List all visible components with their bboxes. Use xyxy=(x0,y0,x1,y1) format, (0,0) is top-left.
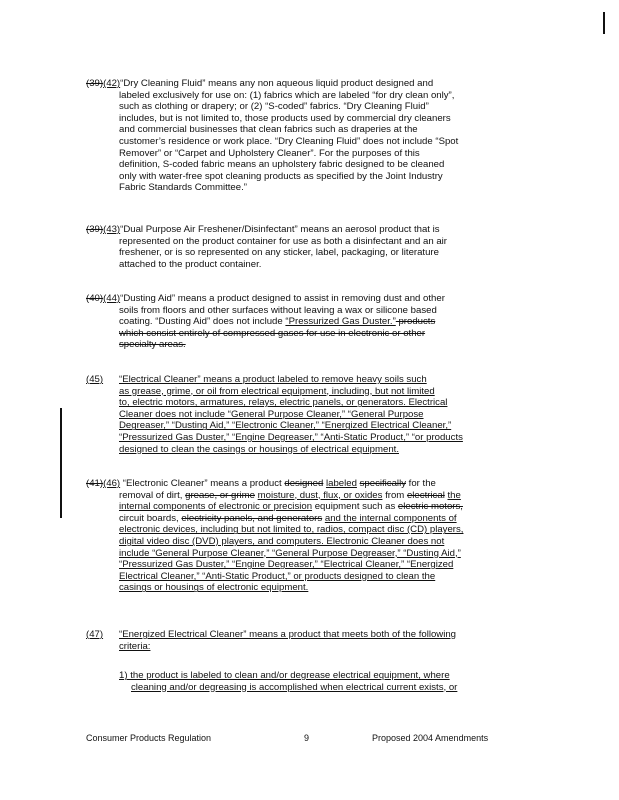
def-line: represented on the product container for use as both a disinfectant and an air xyxy=(119,235,448,247)
def-first-line xyxy=(86,293,532,305)
def-line xyxy=(86,501,532,513)
def-line: Remover” or “Carpet and Upholstery Cleaner”. For the purposes of this xyxy=(119,147,420,159)
definition-dry-cleaning-fluid xyxy=(86,78,532,194)
deleted-text: electricity panels, and generators xyxy=(181,512,323,524)
def-line: soils from floors and other surfaces without leaving a wax or silicone based xyxy=(119,304,437,316)
page-number: 9 xyxy=(304,733,310,743)
deleted-text: electric motors, xyxy=(397,501,463,513)
inserted-line: electronic devices, including but not limited to, radios, compact disc (CD) players, xyxy=(119,524,464,536)
def-line: customer’s residence or work place. “Dry Cleaning Fluid” does not include “Spot xyxy=(119,135,459,147)
def-line: definition, S-coded fabric means an upholstery fabric designed to be cleaned xyxy=(119,159,445,171)
new-number: (43) xyxy=(103,224,121,235)
inserted-text: and the internal components of xyxy=(324,512,457,524)
inserted-text: moisture, dust, flux, or oxides xyxy=(257,489,383,501)
old-number: (40) xyxy=(86,293,104,304)
new-number: (45) xyxy=(86,374,104,385)
def-text: from xyxy=(382,489,407,501)
inserted-line: designed to clean the casings or housings of electrical equipment. xyxy=(119,443,399,455)
def-line: freshener, or is so represented on any sticker, label, packaging, or literature xyxy=(119,247,439,259)
inserted-text: the xyxy=(447,489,461,501)
new-number: (42) xyxy=(103,78,121,89)
def-first-line xyxy=(86,224,532,236)
inserted-line: 1) the product is labeled to clean and/or degrease electrical equipment, where xyxy=(119,670,450,681)
def-text: “Dual Purpose Air Freshener/Disinfectant” means an aerosol product that is xyxy=(120,224,440,235)
def-line: and commercial businesses that clean fabrics such as draperies at the xyxy=(119,124,418,136)
def-line xyxy=(86,513,532,525)
def-line xyxy=(86,490,532,502)
deleted-text: products xyxy=(395,316,436,328)
inserted-text: internal components of electronic or precision xyxy=(119,501,313,513)
inserted-line: “Energized Electrical Cleaner” means a product that meets both of the following xyxy=(119,629,457,640)
def-text: “Dry Cleaning Fluid” means any non aqueous liquid product designed and xyxy=(120,78,434,89)
def-text: “Electronic Cleaner” means a product xyxy=(120,478,285,489)
inserted-line: to, electric motors, armatures, relays, electric panels, or generators. Electrical xyxy=(119,397,448,409)
old-number: (41) xyxy=(86,478,104,489)
def-line: attached to the product container. xyxy=(119,258,262,270)
inserted-line: cleaning and/or degreasing is accomplished when electrical current exists, or xyxy=(131,681,458,693)
new-number: (46) xyxy=(103,478,121,489)
deleted-text: grease, or grime xyxy=(185,489,255,501)
deleted-text: specifically xyxy=(359,478,406,489)
definition-dusting-aid xyxy=(86,293,532,351)
deleted-text: designed xyxy=(284,478,324,489)
def-line: Fabric Standards Committee.” xyxy=(119,182,247,194)
def-line: includes, but is not limited to, those products used by commercial dry cleaners xyxy=(119,112,451,124)
inserted-line: Degreaser,” “Dusting Aid,” “Electronic Cleaner,” “Energized Electrical Cleaner,” xyxy=(119,420,452,432)
def-line: only with water-free spot cleaning products as specified by the Joint Industry xyxy=(119,170,443,182)
old-number: (39) xyxy=(86,78,104,89)
footer-version: Proposed 2004 Amendments xyxy=(372,733,489,743)
deleted-text: electrical xyxy=(406,489,445,501)
criteria-item-1 xyxy=(119,670,539,693)
inserted-line: digital video disc (DVD) players, and computers. Electronic Cleaner does not xyxy=(119,535,445,547)
inserted-line: “Pressurized Gas Duster,” “Engine Degreaser,” “Electrical Cleaner,” “Energized xyxy=(119,559,454,571)
def-line: labeled exclusively for use on: (1) fabrics which are labeled “for dry clean only”, xyxy=(119,89,455,101)
deleted-line: specialty areas. xyxy=(119,339,186,351)
inserted-line: criteria: xyxy=(119,640,151,652)
inserted-line: casings or housings of electronic equipment. xyxy=(119,582,309,594)
inserted-line: Cleaner does not include “General Purpose Cleaner,” “General Purpose xyxy=(119,408,424,420)
revision-bar xyxy=(60,408,62,518)
def-first-line xyxy=(86,78,532,90)
old-number: (39) xyxy=(86,224,104,235)
inserted-text: “Pressurized Gas Duster.” xyxy=(285,316,396,328)
definition-dual-purpose-air-freshener xyxy=(86,224,532,270)
definition-energized-electrical-cleaner xyxy=(86,629,532,652)
inserted-line: Electrical Cleaner,” “Anti-Static Product,” or products designed to clean the xyxy=(119,570,436,582)
def-text: for the xyxy=(406,478,436,489)
deleted-line: which consist entirely of compressed gases for use in electronic or other xyxy=(119,327,426,339)
new-number: (47) xyxy=(86,629,104,640)
def-text: “Dusting Aid” means a product designed to assist in removing dust and other xyxy=(120,293,445,304)
inserted-line: as grease, grime, or oil from electrical equipment, including, but not limited xyxy=(119,385,435,397)
def-line: such as clothing or drapery; or (2) “S-coded” fabrics. “Dry Cleaning Fluid” xyxy=(119,101,429,113)
def-text: coating. “Dusting Aid” does not include xyxy=(119,316,286,328)
def-text: circuit boards, xyxy=(119,512,182,524)
inserted-text: labeled xyxy=(325,478,357,489)
margin-mark xyxy=(603,12,605,34)
definition-electronic-cleaner xyxy=(86,478,532,594)
def-text: equipment such as xyxy=(312,501,398,513)
inserted-line: include “General Purpose Cleaner,” “General Purpose Degreaser,” “Dusting Aid,” xyxy=(119,547,461,559)
new-number: (44) xyxy=(103,293,121,304)
footer-title: Consumer Products Regulation xyxy=(86,733,212,743)
def-first-line xyxy=(86,478,532,490)
inserted-line: “Pressurized Gas Duster,” “Engine Degreaser,” “Anti-Static Product,” “or products xyxy=(119,431,463,443)
def-text: removal of dirt, xyxy=(119,489,186,501)
inserted-line: “Electrical Cleaner” means a product labeled to remove heavy soils such xyxy=(119,374,427,385)
def-line xyxy=(86,316,532,328)
definition-electrical-cleaner xyxy=(86,374,532,455)
